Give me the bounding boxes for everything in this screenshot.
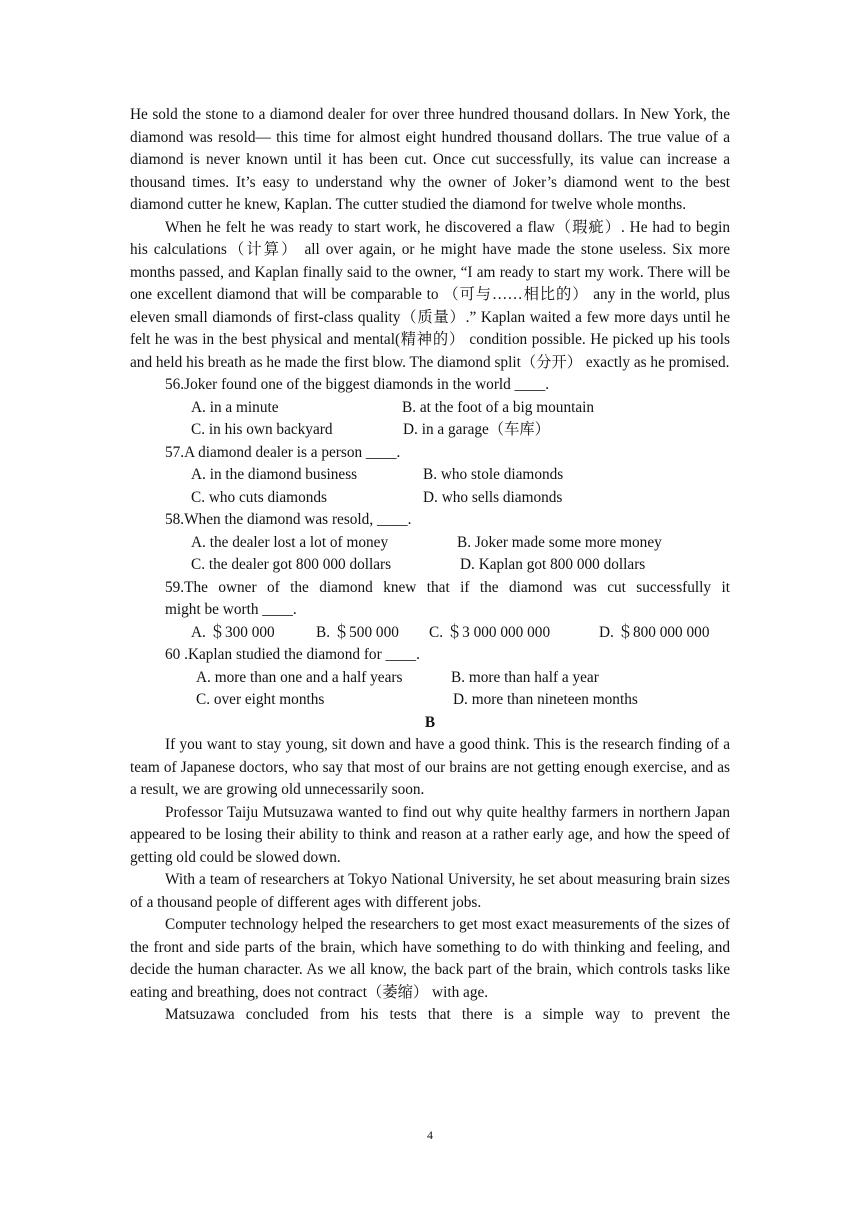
passage-a-paragraph-1: He sold the stone to a diamond dealer for over three hundred thousand dollars. In New York, the diamond was resold— this time for almost eight hundred thousand dollars. The true value of a diamond is never known until it has been cut. Once cut successfully, its value can increase a thousand times. It’s easy to understand why the owner of Joker’s diamond went to the best diamond cutter he knew, Kaplan. The cutter studied the diamond for twelve whole months. [130,106,730,213]
passage-b-paragraph-5: Matsuzawa concluded from his tests that there is a simple way to prevent the [165,1006,730,1023]
question-58-options-row-1 [191,532,730,555]
page-content [130,104,730,1027]
question-58-options-row-2 [191,554,730,577]
passage-b-paragraph-2: Professor Taiju Mutsuzawa wanted to find out why quite healthy farmers in northern Japan appeared to be losing their ability to think and reason at a rather early age, and how the speed of getting old could be slowed down. [130,803,730,866]
passage-a-paragraph-2: When he felt he was ready to start work, he discovered a flaw（瑕疵）. He had to begin his calculations（计算） all over again, or he might have made the stone useless. Six more months passed, and Kaplan finally said to the owner, “I am ready to start my work. There will be one excellent diamond that will be comparable to （可与……相比的） any in the world, plus eleven small diamonds of first-class quality（质量）.” Kaplan waited a few more days until he felt he was in the best physical and mental(精神的） condition possible. He picked up his tools and held his breath as he made the first blow. The diamond split（分开） exactly as he promised. [130,218,730,371]
option-59-b: B. ＄500 000 [316,623,399,641]
option-59-d: D. ＄800 000 000 [599,623,710,641]
option-60-a: A. more than one and a half years [196,668,403,686]
option-56-d: D. in a garage（车库） [403,421,550,438]
option-60-c: C. over eight months [196,691,325,708]
section-b-heading: B [424,713,436,731]
option-58-b: B. Joker made some more money [457,533,662,551]
page-number: 4 [427,1128,433,1142]
question-60-options-row-1 [196,667,730,690]
question-57-options-row-2 [191,487,730,510]
option-57-b: B. who stole diamonds [423,466,564,483]
passage-b-paragraph-4: Computer technology helped the researchers to get most exact measurements of the sizes of the front and side parts of the brain, which have something to do with thinking and feeling, and decide the human character. As we all know, the back part of the brain, which controls tasks like eating and breathing, does not contract（萎缩） with age. [130,916,730,1001]
question-56-options-row-2 [191,419,730,442]
option-59-c: C. ＄3 000 000 000 [429,623,551,641]
question-56-options-row-1 [191,397,730,420]
question-59-stem-line-1: 59.The owner of the diamond knew that if the diamond was cut successfully it [165,578,730,596]
passage-b-paragraph-3: With a team of researchers at Tokyo National University, he set about measuring brain sizes of a thousand people of different ages with different jobs. [130,871,730,911]
option-58-d: D. Kaplan got 800 000 dollars [460,556,646,573]
passage-b-paragraph-1: If you want to stay young, sit down and have a good think. This is the research finding of a team of Japanese doctors, who say that most of our brains are not getting enough exercise, and as a result, we are growing old unnecessarily soon. [130,736,730,798]
option-60-d: D. more than nineteen months [453,691,638,708]
option-57-c: C. who cuts diamonds [191,488,327,506]
question-58-stem: 58.When the diamond was resold, ____. [165,511,412,528]
question-57-stem: 57.A diamond dealer is a person ____. [165,443,401,461]
question-60-stem: 60 .Kaplan studied the diamond for ____. [165,646,420,663]
option-56-c: C. in his own backyard [191,421,333,438]
option-58-a: A. the dealer lost a lot of money [191,533,389,551]
option-56-a: A. in a minute [191,398,279,416]
option-58-c: C. the dealer got 800 000 dollars [191,556,392,573]
option-57-d: D. who sells diamonds [423,488,563,506]
question-60-options-row-2 [196,689,730,712]
question-56-stem: 56.Joker found one of the biggest diamonds in the world ____. [165,376,550,393]
option-56-b: B. at the foot of a big mountain [402,398,595,416]
option-59-a: A. ＄300 000 [191,623,275,641]
option-60-b: B. more than half a year [451,668,599,686]
question-57-options-row-1 [191,464,730,487]
question-59-options-row [191,622,730,645]
option-57-a: A. in the diamond business [191,466,358,483]
question-59-stem-line-2: might be worth ____. [165,601,297,618]
